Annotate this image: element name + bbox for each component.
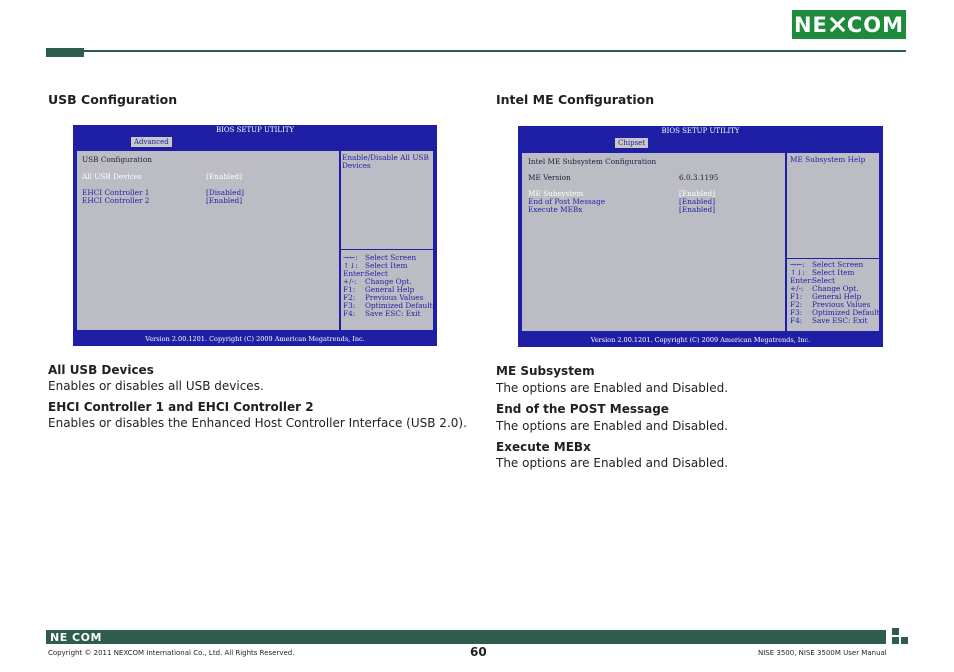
option-desc-me-subsystem: The options are Enabled and Disabled. (496, 381, 729, 395)
key-row: Enter: Select (790, 276, 835, 285)
key-row: ↑↓: Select Item (343, 261, 408, 270)
setting-all-usb-devices-value[interactable]: [Enabled] (206, 172, 243, 181)
key-row: F4: Save ESC: Exit (343, 309, 421, 318)
key-row: F3: Optimized Defaults (790, 308, 884, 317)
bios-title: BIOS SETUP UTILITY (215, 126, 295, 134)
key-row: +/-: Change Opt. (790, 284, 859, 293)
bios-key-legend (790, 261, 883, 325)
page-number: 60 (470, 645, 487, 659)
help-line-1: ME Subsystem Help (790, 155, 866, 164)
key-row: F1: General Help (790, 292, 862, 301)
key-row: →←: Select Screen (343, 253, 417, 262)
setting-me-subsystem[interactable]: ME Subsystem (528, 189, 584, 198)
key-row: F2: Previous Values (343, 293, 424, 302)
bios-help-text-area (341, 151, 433, 250)
me-version-value: 6.0.3.1195 (679, 173, 719, 182)
option-desc-end-of-post: The options are Enabled and Disabled. (496, 419, 729, 433)
setting-execute-mebx-value[interactable]: [Enabled] (679, 205, 716, 214)
bios-screen-me (518, 126, 883, 347)
setting-end-of-post-message[interactable]: End of Post Message (528, 197, 606, 206)
me-version-label: ME Version (528, 173, 571, 182)
bios-help-pane (340, 150, 437, 331)
header-accent-bar (46, 48, 84, 57)
key-row: Enter: Select (343, 269, 388, 278)
header-rule (84, 50, 906, 52)
nexcom-logo: NE COM (792, 10, 906, 39)
usb-config-title: USB Configuration (48, 92, 178, 107)
setting-ehci-controller-1[interactable]: EHCI Controller 1 (82, 188, 150, 197)
key-row: ↑↓: Select Item (790, 268, 855, 277)
bios-main-panel (521, 152, 884, 332)
key-row: →←: Select Screen (790, 260, 864, 269)
bios-title: BIOS SETUP UTILITY (661, 127, 740, 135)
setting-all-usb-devices[interactable]: All USB Devices (82, 172, 142, 181)
bios-key-legend (343, 254, 436, 318)
key-row: F4: Save ESC: Exit (790, 316, 868, 325)
intel-me-config-title: Intel ME Configuration (496, 92, 655, 107)
footer-logo: NE COM (50, 631, 102, 644)
bios-settings-pane (76, 150, 340, 331)
option-title-execute-mebx: Execute MEBx (496, 440, 591, 454)
tab-chipset[interactable]: Chipset (615, 138, 648, 148)
bios-heading: USB Configuration (82, 155, 152, 164)
bios-main-panel (76, 150, 437, 331)
option-title-ehci: EHCI Controller 1 and EHCI Controller 2 (48, 400, 314, 414)
bios-help-text-area (787, 153, 879, 259)
key-row: F3: Optimized Defaults (343, 301, 437, 310)
bios-version-footer: Version 2.00.1201. Copyright (C) 2009 American Megatrends, Inc. (590, 336, 811, 344)
option-desc-all-usb: Enables or disables all USB devices. (48, 379, 264, 393)
setting-ehci-controller-1-value[interactable]: [Disabled] (206, 188, 244, 197)
bios-help-pane (786, 152, 884, 332)
setting-execute-mebx[interactable]: Execute MEBx (528, 205, 583, 214)
setting-me-subsystem-value[interactable]: [Enabled] (679, 189, 716, 198)
option-title-all-usb: All USB Devices (48, 363, 154, 377)
footer-copyright: Copyright © 2011 NEXCOM International Co., Ltd. All Rights Reserved. (48, 649, 295, 657)
footer-bar (46, 630, 886, 644)
bios-heading: Intel ME Subsystem Configuration (528, 157, 657, 166)
key-row: +/-: Change Opt. (343, 277, 412, 286)
help-line-1: Enable/Disable All USB (342, 153, 429, 162)
key-row: F1: General Help (343, 285, 415, 294)
option-desc-execute-mebx: The options are Enabled and Disabled. (496, 456, 729, 470)
key-row: F2: Previous Values (790, 300, 871, 309)
help-line-2: Devices (342, 161, 371, 170)
footer-square-icon (901, 637, 908, 644)
logo-x-icon (829, 16, 846, 33)
setting-ehci-controller-2-value[interactable]: [Enabled] (206, 196, 243, 205)
tab-advanced[interactable]: Advanced (131, 137, 172, 147)
option-title-me-subsystem: ME Subsystem (496, 364, 595, 378)
footer-square-icon (892, 628, 899, 635)
option-title-end-of-post: End of the POST Message (496, 402, 669, 416)
bios-settings-pane (521, 152, 786, 332)
setting-ehci-controller-2[interactable]: EHCI Controller 2 (82, 196, 150, 205)
bios-screen-usb (73, 125, 437, 346)
bios-version-footer: Version 2.00.1201. Copyright (C) 2009 American Megatrends, Inc. (145, 335, 365, 343)
footer-square-icon (892, 637, 899, 644)
footer-manual-title: NISE 3500, NISE 3500M User Manual (758, 649, 887, 657)
setting-end-of-post-message-value[interactable]: [Enabled] (679, 197, 716, 206)
option-desc-ehci: Enables or disables the Enhanced Host Controller Interface (USB 2.0). (48, 416, 467, 430)
